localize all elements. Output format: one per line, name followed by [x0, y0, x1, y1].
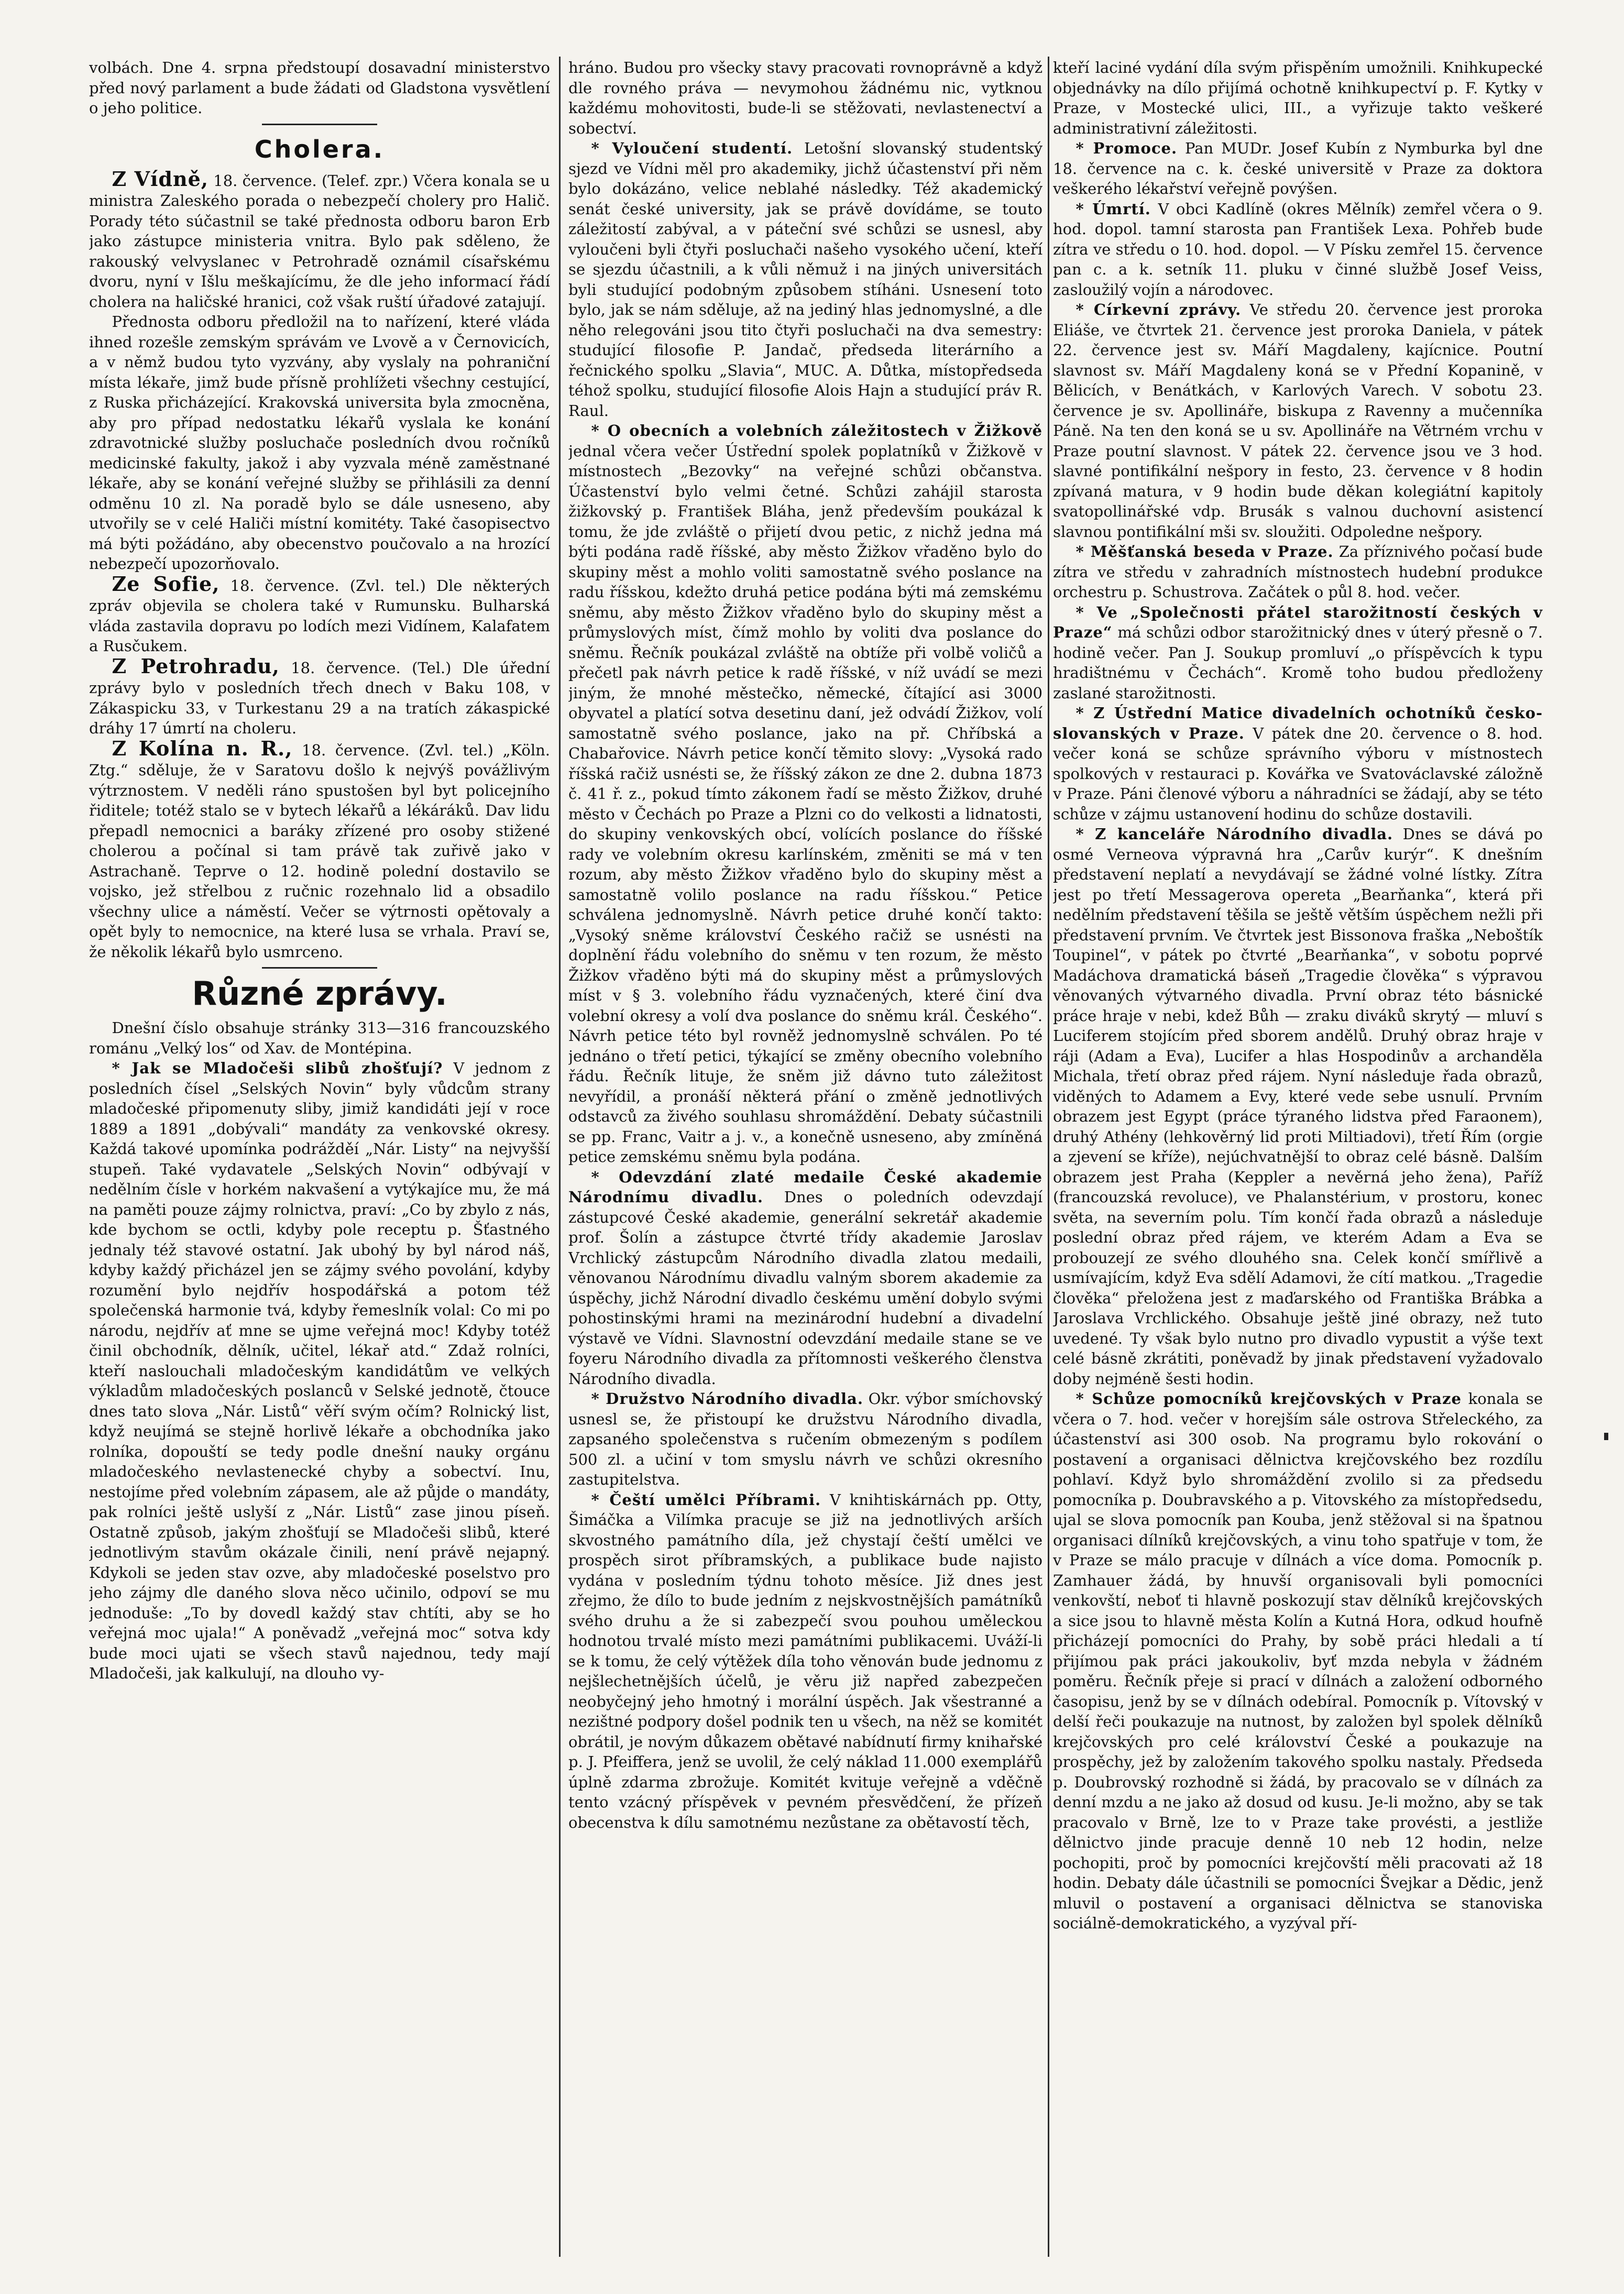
- article-heading: * Čeští umělci Příbrami.: [591, 1490, 821, 1509]
- article-heading: * Schůze pomocníků krejčovských v Praze: [1076, 1390, 1462, 1408]
- article-heading: * Z kanceláře Národního divadla.: [1076, 825, 1393, 843]
- article-vienna: Z Vídně, 18. července. (Telef. zpr.) Včera konala se u ministra Zaleského porada o nebezpečí cholery pro Halič. Porady této súčastnil se také přednosta odboru baron Erb jako zástupce ministeria vnitra. Bylo pak sděleno, že rakouský velvyslanec v Petrohradě oznámil císařskému dvoru, nyní v Išlu meškajícímu, že dle jeho informací řádí cholera na haličské hranici, což však ruští úřadové zatajují.: [89, 167, 550, 311]
- article-matice: * Z Ústřední Matice divadelních ochotníků česko-slovanských v Praze. V pátek dne 20. července o 8. hod. večer koná se schůze správního výboru v místnostech spolkových v restauraci p. Kovářka ve Svatováclavské záložně v Praze. Páni členové výboru a náhradníci se žádají, aby se této schůze v zájmu ustanovení hodinu do schůze dostavili.: [1053, 704, 1543, 823]
- separator-rule: [262, 967, 377, 969]
- article-pribram: * Čeští umělci Příbrami. V knihtiskárnách pp. Otty, Šimáčka a Vilímka pracuje se již na jednotlivých arších skvostného památního díla, jež chystají čeští umělci ve prospěch sirot příbramských, a publikace bude najisto vydána v posledním týdnu tohoto měsíce. Již dnes jest zřejmo, že dílo to bude jedním z nejskvostnějších památníků svého druhu a že si zabezpečí svou pouhou uměleckou hodnotou trvalé místo mezi památními publikacemi. Uváží-li se k tomu, že celý výtěžek díla toho věnován bude jednomu z nejšlechetnějších účelů, je věru již napřed zabezpečen neobyčejný jeho hmotný i morální úspěch. Jak všestranné a nezištné podpory došel podnik ten u všech, na něž se komitét obrátil, je novým důkazem obětavé nabídnutí firmy knihařské p. J. Pfeiffera, jenž se uvolil, že celý náklad 11.000 exemplářů úplně zdarma zbrožuje. Komitét kvituje veřejně a vděčně tento vzácný příspěvek v pevném přesvědčení, že přízeň obecenstva k dílu samotnému nezůstane za obětavostí těch,: [568, 1490, 1043, 1831]
- section-heading-cholera: Cholera.: [254, 135, 385, 163]
- article-students: * Vyloučení studentí. Letošní slovanský studentský sjezd ve Vídni měl pro akademiky, jichž účastenství při něm bylo dokázáno, velice neblahé následky. Též akademický senát české university, jak se právě dovídáme, se touto záležitostí zabýval, a v páteční své schůzi se usnesl, aby vyloučeni byli čtyři posluchači našeho vysokého učení, kteří se sjezdu účastnili, a k vůli němuž i na jiných universitách byli studující podobným způsobem stíháni. Usnesení toto bylo, jak se nám sděluje, až na jediný hlas jednomyslné, a dle něho relegováni jsou tito čtyři posluchači na dva semestry: studující filosofie P. Jandač, předseda literárního a řečnického spolku „Slavia“, MUC. A. Důtka, místopředseda téhož spolku, studující filosofie Alois Hajn a studující práv R. Raul.: [568, 139, 1043, 420]
- article-umrti: * Úmrtí. V obci Kadlíně (okres Mělník) zemřel včera o 9. hod. dopol. tamní starosta pan František Lexa. Pohřeb bude zítra ve středu o 10. hod. dopol. — V Písku zemřel 15. července pan c. a k. setník 11. pluku v činné službě Josef Veiss, zasloužilý vojín a národovec.: [1053, 200, 1543, 299]
- article-heading: * Vyloučení studentí.: [591, 139, 793, 157]
- article-heading: * Církevní zprávy.: [1076, 301, 1242, 319]
- article-cirkev: * Církevní zprávy. Ve středu 20. července jest proroka Eliáše, ve čtvrtek 21. července jest proroka Daniela, v pátek 22. července jest sv. Máří Magdaleny, kajícnice. Poutní slavnost sv. Máří Magdaleny koná se v Přední Kopanině, v Bělicích, v Benátkách, v Karlových Varech. V sobotu 23. července je sv. Apollináře, biskupa z Ravenny a mučenníka Páně. Na ten den koná se u sv. Apollináře na Větrném vrchu v Praze poutní slavnost. V pátek 22. července jsou ve 3 hod. slavné pontifikální nešpory in festo, 23. července v 8 hodin zpívaná matura, v 9 hodin bude děkan kolegiátní kapitoly svatopollinářské vdp. Brusák s valnou duchovní asistencí slavnou pontifikální mši sv. sloužiti. Odpoledne nešpory.: [1053, 301, 1543, 541]
- article-kancelar: * Z kanceláře Národního divadla. Dnes se dává po osmé Verneova výpravná hra „Carův kurýr“. K dnešním představení neplatí a nevydávají se žádné volné lístky. Zítra jest po třetí Messagerova opereta „Bearňanka“, která při nedělním představení těšila se ještě větším úspěchem nežli při představení prvním. Ve čtvrtek jest Bissonova fraška „Neboštík Toupinel“, v pátek po čtvrté „Bearňanka“, v sobotu poprvé Madáchova dramatická báseň „Tragedie člověka“ s výpravou věnovaných výtvarného divadla. První obraz této básnické práce hraje v nebi, kdež Bůh — zraku diváků skrytý — mluví s Luciferem stojícím před sborem andělů. Druhý obraz hraje v ráji (Adam a Eva), Lucifer a hlas Hospodinův a archanděla Michala, třetí obraz před rájem. Nyní následuje řada obrazů, viděných to Adamem a Evy, které vede sebe usnulí. Prvním obrazem jest Egypt (práce týraného lidstva před Faraonem), druhý Athény (lehkověrný lid proti Miltiadovi), třetí Řím (orgie a zjevení se kříže), nejúchvatnější to obraz celé básně. Dalším obrazem jest Praha (Keppler a nevěrná jeho žena), Paříž (francouzská revoluce), ve Phalanstérium, v prostoru, konec světa, na severním polu. Tím končí řada obrazů a následuje poslední obraz před rájem, ve kterém Adam a Eva se probouzejí ze svého dlouhého sna. Celek končí smířlivě a usmívajícím, když Eva sdělí Adamovi, že cítí matkou. „Tragedie člověka“ přeložena jest z maďarského od Františka Brábka a Jaroslava Vrchlického. Obsahuje ještě jiné obrazy, než tuto uvedené. Ty však bylo nutno pro divadlo vypustit a výše text celé básně zkrátiti, poněvadž by jinak představení vyžadovalo doby nejméně šesti hodin.: [1053, 825, 1543, 1388]
- paragraph: volbách. Dne 4. srpna předstoupí dosavadní ministerstvo před nový parlament a bude žádati od Gladstona vysvětlení o jeho politice.: [89, 59, 550, 117]
- scan-edge-mark: [1604, 1433, 1608, 1440]
- article-krejci: * Schůze pomocníků krejčovských v Praze konala se včera o 7. hod. večer v horejším sále ostrova Střeleckého, za účastenství asi 300 osob. Na programu bylo rokování o postavení a organisaci dělnictva krejčovského bez rozdílu pohlaví. Když bylo shromáždění zvolilo si za předsedu pomocníka p. Doubravského a p. Vitovského za místopředsedu, ujal se slova pomocník pan Kouba, jenž stěžoval si na špatnou organisaci dílníků krejčovských, a vinu toho spatřuje v tom, že v Praze se málo pracuje v dílnách a více doma. Pomocník p. Zamhauer žádá, by hnuvší organisovali byli pomocníci venkovští, neboť ti hlavně poskozují stav dělníků krejčovských a sice jsou to hlavně města Kolín a Kutná Hora, odkud houfně přicházejí pomocníci do Prahy, by sobě práci hledali a tí přijímou pak práci jakoukoliv, byť mzda nebyla v žádném poměru. Řečník přeje si prací v dílnách a založení odborného časopisu, jenž by se v dílnách odebíral. Pomocník p. Vítovský v delší řeči poukazuje na nutnost, by založen byl spolek dělníků krejčovských pro celé království České a poukazuje na prospěchy, jež by založením takového spolku nastaly. Předseda p. Doubrovský rozhodně si žádá, by pracovalo se v dílnách za denní mzdu a ne jako až dosud od kusu. Je-li možno, aby se tak pracovalo v Brně, lze to v Praze take provésti, a jestliže dělnictvo jinde pracuje denně 10 neb 12 hodin, nelze pochopiti, proč by pomocníci krejčovští měli pracovati až 18 hodin. Debaty dále účastnili se pomocníci Švejkar a Dědic, jenž mluvil o postavení a organisaci dělnictva se stanoviska sociálně-demokratického, a vyzýval pří-: [1053, 1390, 1543, 1932]
- dateline: Z Kolína n. R.,: [112, 736, 293, 760]
- column-1: [89, 58, 550, 2258]
- dateline: Z Vídně,: [112, 167, 209, 191]
- article-heading: * Družstvo Národního divadla.: [591, 1390, 863, 1408]
- article-mladocesi: * Jak se Mladočeši slibů zhošťují? V jednom z posledních čísel „Selských Novin“ byly vůdcům strany mladočeské připomenuty sliby, jimiž kandidáti její v roce 1889 a 1891 „dobývali“ mandáty za venkovské okresy. Každá takové upomínka podrážděí „Nár. Listy“ na nejvyšší stupeň. Také vydavatele „Selských Novin“ odbývají v nedělním čísle v horkém nakvašení a vytýkajíce mu, že má na paměti pouze zájmy rolnictva, praví: „Co by zbylo z nás, kde bychom se octli, kdyby pole receptu p. Šťastného jednaly též stavové ostatní. Jak ubohý by byl národ náš, kdyby každý přicházel jen se zájmy svého povolání, kdyby rozumění bylo nejdřív hospodářská a potom též společenská harmonie tvá, kdyby řemeslník volal: Co mi po národu, nejdřív ať mne se ujme veřejná moc! Kdyby totéž činil obchodník, dělník, učitel, lékař atd.“ Zdaž rolníci, kteří naslouchali mladočeským kandidátům ve velkých výkladům mladočeských poslanců v Selské jednotě, čtouce dnes tato slova „Nár. Listů“ věří svým očím? Rolnický list, když neujímá se stejně horlivě lékaře a obchodníka jako rolníka, dopouští se tedy podle dnešní nauky orgánu mladočeského nevlastenecké chyby a sobectví. Inu, nestojíme před volebním zápasem, ale až půjde o mandáty, pak rolníci ještě uslyší z „Nár. Listů“ zase jinou píseň. Ostatně způsob, jakým zhošťují se Mladočeši slibů, které jednotlivým stavům okázale činili, není právě nejapný. Kdykoli se jeden stav ozve, aby mladočeské poselstvo pro jeho zájmy dle daného slova něco učinilo, odpoví se mu jednoduše: „To by dovedl každý stav chtíti, aby se ho veřejná moc ujala!“ A poněvadž „veřejná moc“ sotva kdy bude moci ujati se všech stavů najednou, tedy mají Mladočeši, jak kalkulují, na dlouho vy-: [89, 1059, 550, 1682]
- column-rule: [1048, 57, 1049, 2257]
- paragraph: kteří laciné vydání díla svým přispěním umožnili. Knihkupecké objednávky na dílo přijímá ochotně knihkupectví p. F. Kytky v Praze, v Mostecké ulici, III., a vyřizuje takto veškeré administrativní záležitosti.: [1053, 59, 1543, 137]
- paragraph: hráno. Budou pro všecky stavy pracovati rovnoprávně a když dle rovného práva — nevymohou žádnému nic, vytknou každému mohovitosti, bude-li se stěžovati, nevlastenectví a sobectví.: [568, 59, 1043, 137]
- article-heading: * Ve „Společnosti přátel starožitností českých v Praze“: [1053, 603, 1543, 641]
- section-heading-ruzne: Různé zprávy.: [192, 974, 447, 1013]
- column-2: [568, 58, 1043, 2258]
- paragraph: Dnešní číslo obsahuje stránky 313—316 francouzského románu „Velký los“ od Xav. de Montépina.: [89, 1019, 550, 1057]
- article-heading: * O obecních a volebních záležitostech v Žižkově: [591, 422, 1043, 440]
- paragraph: Přednosta odboru předložil na to nařízení, které vláda ihned rozešle zemským správám ve Lvově a v Černovicích, a v němž budou tyto vyzvány, aby vyslaly na pohraniční místa lékaře, jimž bude přísně prohlížeti všechny cestující, z Ruska přicházející. Krakovská universita byla zmocněna, aby pro případ nedostatku lékařů vyslala ke konání zdravotnické služby posluchače posledních dvou ročníků medicinské fakulty, jakož i aby vyzvala méně zaměstnané lékaře, aby se konání veřejné služby se přihlásili za denní odměnu 10 zl. Na poradě bylo se dále usneseno, aby utvořily se v celé Haliči místní komitéty. Také časopisectvo má býti požádáno, aby obecenstvo poučovalo a na hrozící nebezpečí upozorňovalo.: [89, 313, 550, 573]
- article-kolin: Z Kolína n. R., 18. července. (Zvl. tel.) „Köln. Ztg.“ sděluje, že v Saratovu došlo k nejvýš povážlivým výtrznostem. V neděli ráno spustošen byl byt policejního řiditele; totéž stalo se v bytech lékařů a lékáráků. Dav lidu přepadl nemocnici a baráky zřízené pro osoby stižené cholerou a počínal si tam právě tak zuřivě jako v Astrachaně. Teprve o 12. hodině polední dostavilo se vojsko, jež střelbou z ručnic rozehnalo lid a obsadilo všechny ulice a náměstí. Večer se výtrnosti opětovaly a opět byly to nemocnice, na které lusa se vrhala. Praví se, že několik lékařů bylo usmrceno.: [89, 736, 550, 961]
- dateline: Ze Sofie,: [112, 572, 220, 596]
- article-zizkov: * O obecních a volebních záležitostech v Žižkově jednal včera večer Ústřední spolek poplatníků v Žižkově v místnostech „Bezovky“ na veřejné schůzi občanstva. Účastenství bylo velmi četné. Schůzi zahájil starosta žižkovský p. František Bláha, jenž především poukázal k tomu, že jde zvláště o přijetí dvou petic, z nichž jedna má býti podána radě říšské, aby město Žižkov vřaděno bylo do skupiny měst a mohlo voliti samostatně svého poslance na radu říšskou, kdežto druhá petice podána býti má zemskému sněmu, aby město Žižkov vřaděno bylo do skupiny měst a průmyslových míst, čímž mohlo by voliti dva poslance do sněmu. Řečník poukázal zvláště na obtíže při volbě voličů a přečetl pak návrh petice k radě říšské, v níž uvádí se mezi jiným, že mnohé městečko, německé, čítající asi 3000 obyvatel a platící sotva desetinu daní, jež odvádí Žižkov, volí samostatně svého poslance, jako na př. Chříbská a Chabařovice. Návrh petice končí těmito slovy: „Vysoká rado říšská račiž usnésti se, že říšský zákon ze dne 2. dubna 1873 č. 41 ř. z., pokud tímto zákonem řadí se město Žižkov, druhé město v Čechách po Praze a Plzni co do velkosti a lidnatosti, do skupiny venkovských obcí, volících poslance do říšské rady ve volebním okresu karlínském, změniti se má v ten rozum, aby město Žižkov vřaděno bylo do skupiny měst a samostatně volilo poslance na radu říšskou.“ Petice schválena jednomyslně. Návrh petice druhé končí takto: „Vysoký sněme království Českého račiž se usnésti na doplnění řádu volebního do sněmu v ten rozum, že město Žižkov vřaděno býti má do skupiny měst a průmyslových míst v § 3. volebního řádu vyznačených, které činí dva volební okresy a volí dva poslance do sněmu král. Českého“. Návrh petice této byl rovněž jednomyslně schválen. Po té jednáno o třetí petici, týkající se změny obecního volebního řádu. Řečník lituje, že sněm již dávno tuto záležitost nevyřídil, a pronáší některá přání o změně jednotlivých odstavců za živého souhlasu shromáždění. Debaty súčastnili se pp. Franc, Vaitr a j. v., a konečně usneseno, aby zmíněná petice zemskému sněmu byla podána.: [568, 422, 1043, 1166]
- article-sofia: Ze Sofie, 18. července. (Zvl. tel.) Dle některých zpráv objevila se cholera také v Rumunsku. Bulharská vláda zastavila dopravu po lodích mezi Vidínem, Kalafatem a Rusčukem.: [89, 572, 550, 655]
- separator-rule: [262, 124, 377, 125]
- column-3: [1053, 58, 1543, 2258]
- article-heading: * Měšťanská beseda v Praze.: [1076, 543, 1334, 561]
- article-promoce: * Promoce. Pan MUDr. Josef Kubín z Nymburka byl dne 18. července na c. k. české universitě v Praze za doktora veškerého lékařství veřejně povýšen.: [1053, 139, 1543, 197]
- column-rule: [559, 57, 561, 2257]
- article-medal: * Odevzdání zlaté medaile České akademie Národnímu divadlu. Dnes o poledních odevzdají zástupcové České akademie, generální sekretář akademie prof. Šolín a zástupce čtvrté třídy akademie Jaroslav Vrchlický zástupcům Národního divadla zlatou medaili, věnovanou Národnímu divadlu valným sborem akademie za úspěchy, jichž Národní divadlo českému umění dobylo svými pohostinskými hrami na mezinárodní hudební a divadelní výstavě ve Vídni. Slavnostní odevzdání medaile stane se ve foyeru Národního divadla za přítomnosti veškerého členstva Národního divadla.: [568, 1168, 1043, 1388]
- article-spolecnost: * Ve „Společnosti přátel starožitností českých v Praze“ má schůzi odbor starožitnický dnes v úterý přesně o 7. hodině večer. Pan J. Soukup promluví „o příspěvcích k typu hradištnému v Čechách“. Kromě toho budou předloženy zaslané starožitnosti.: [1053, 603, 1543, 702]
- article-heading: * Z Ústřední Matice divadelních ochotníků česko-slovanských v Praze.: [1053, 704, 1543, 742]
- article-druzstvo: * Družstvo Národního divadla. Okr. výbor smíchovský usnesl se, že přistoupí ke družstvu Národního divadla, zapsaného společenstva s ručením obmezeným s podílem 500 zl. a učiní v tom smyslu návrh ve schůzi okresního zastupitelstva.: [568, 1390, 1043, 1488]
- dateline: Z Petrohradu,: [112, 654, 280, 678]
- article-heading: * Odevzdání zlaté medaile České akademie Národnímu divadlu.: [568, 1168, 1043, 1206]
- article-petersburg: Z Petrohradu, 18. července. (Tel.) Dle úřední zprávy bylo v posledních třech dnech v Baku 108, v Zákaspicku 33, v Turkestanu 29 a na tratích zákaspické dráhy 17 úmrtí na choleru.: [89, 654, 550, 737]
- article-beseda: * Měšťanská beseda v Praze. Za příznivého počasí bude zítra ve středu v zahradních místnostech hudební produkce orchestru p. Schustrova. Začátek o půl 8. hod. večer.: [1053, 543, 1543, 601]
- article-heading: * Úmrtí.: [1076, 200, 1151, 218]
- article-heading: * Jak se Mladočeši slibů zhošťují?: [112, 1059, 443, 1077]
- article-heading: * Promoce.: [1076, 139, 1178, 157]
